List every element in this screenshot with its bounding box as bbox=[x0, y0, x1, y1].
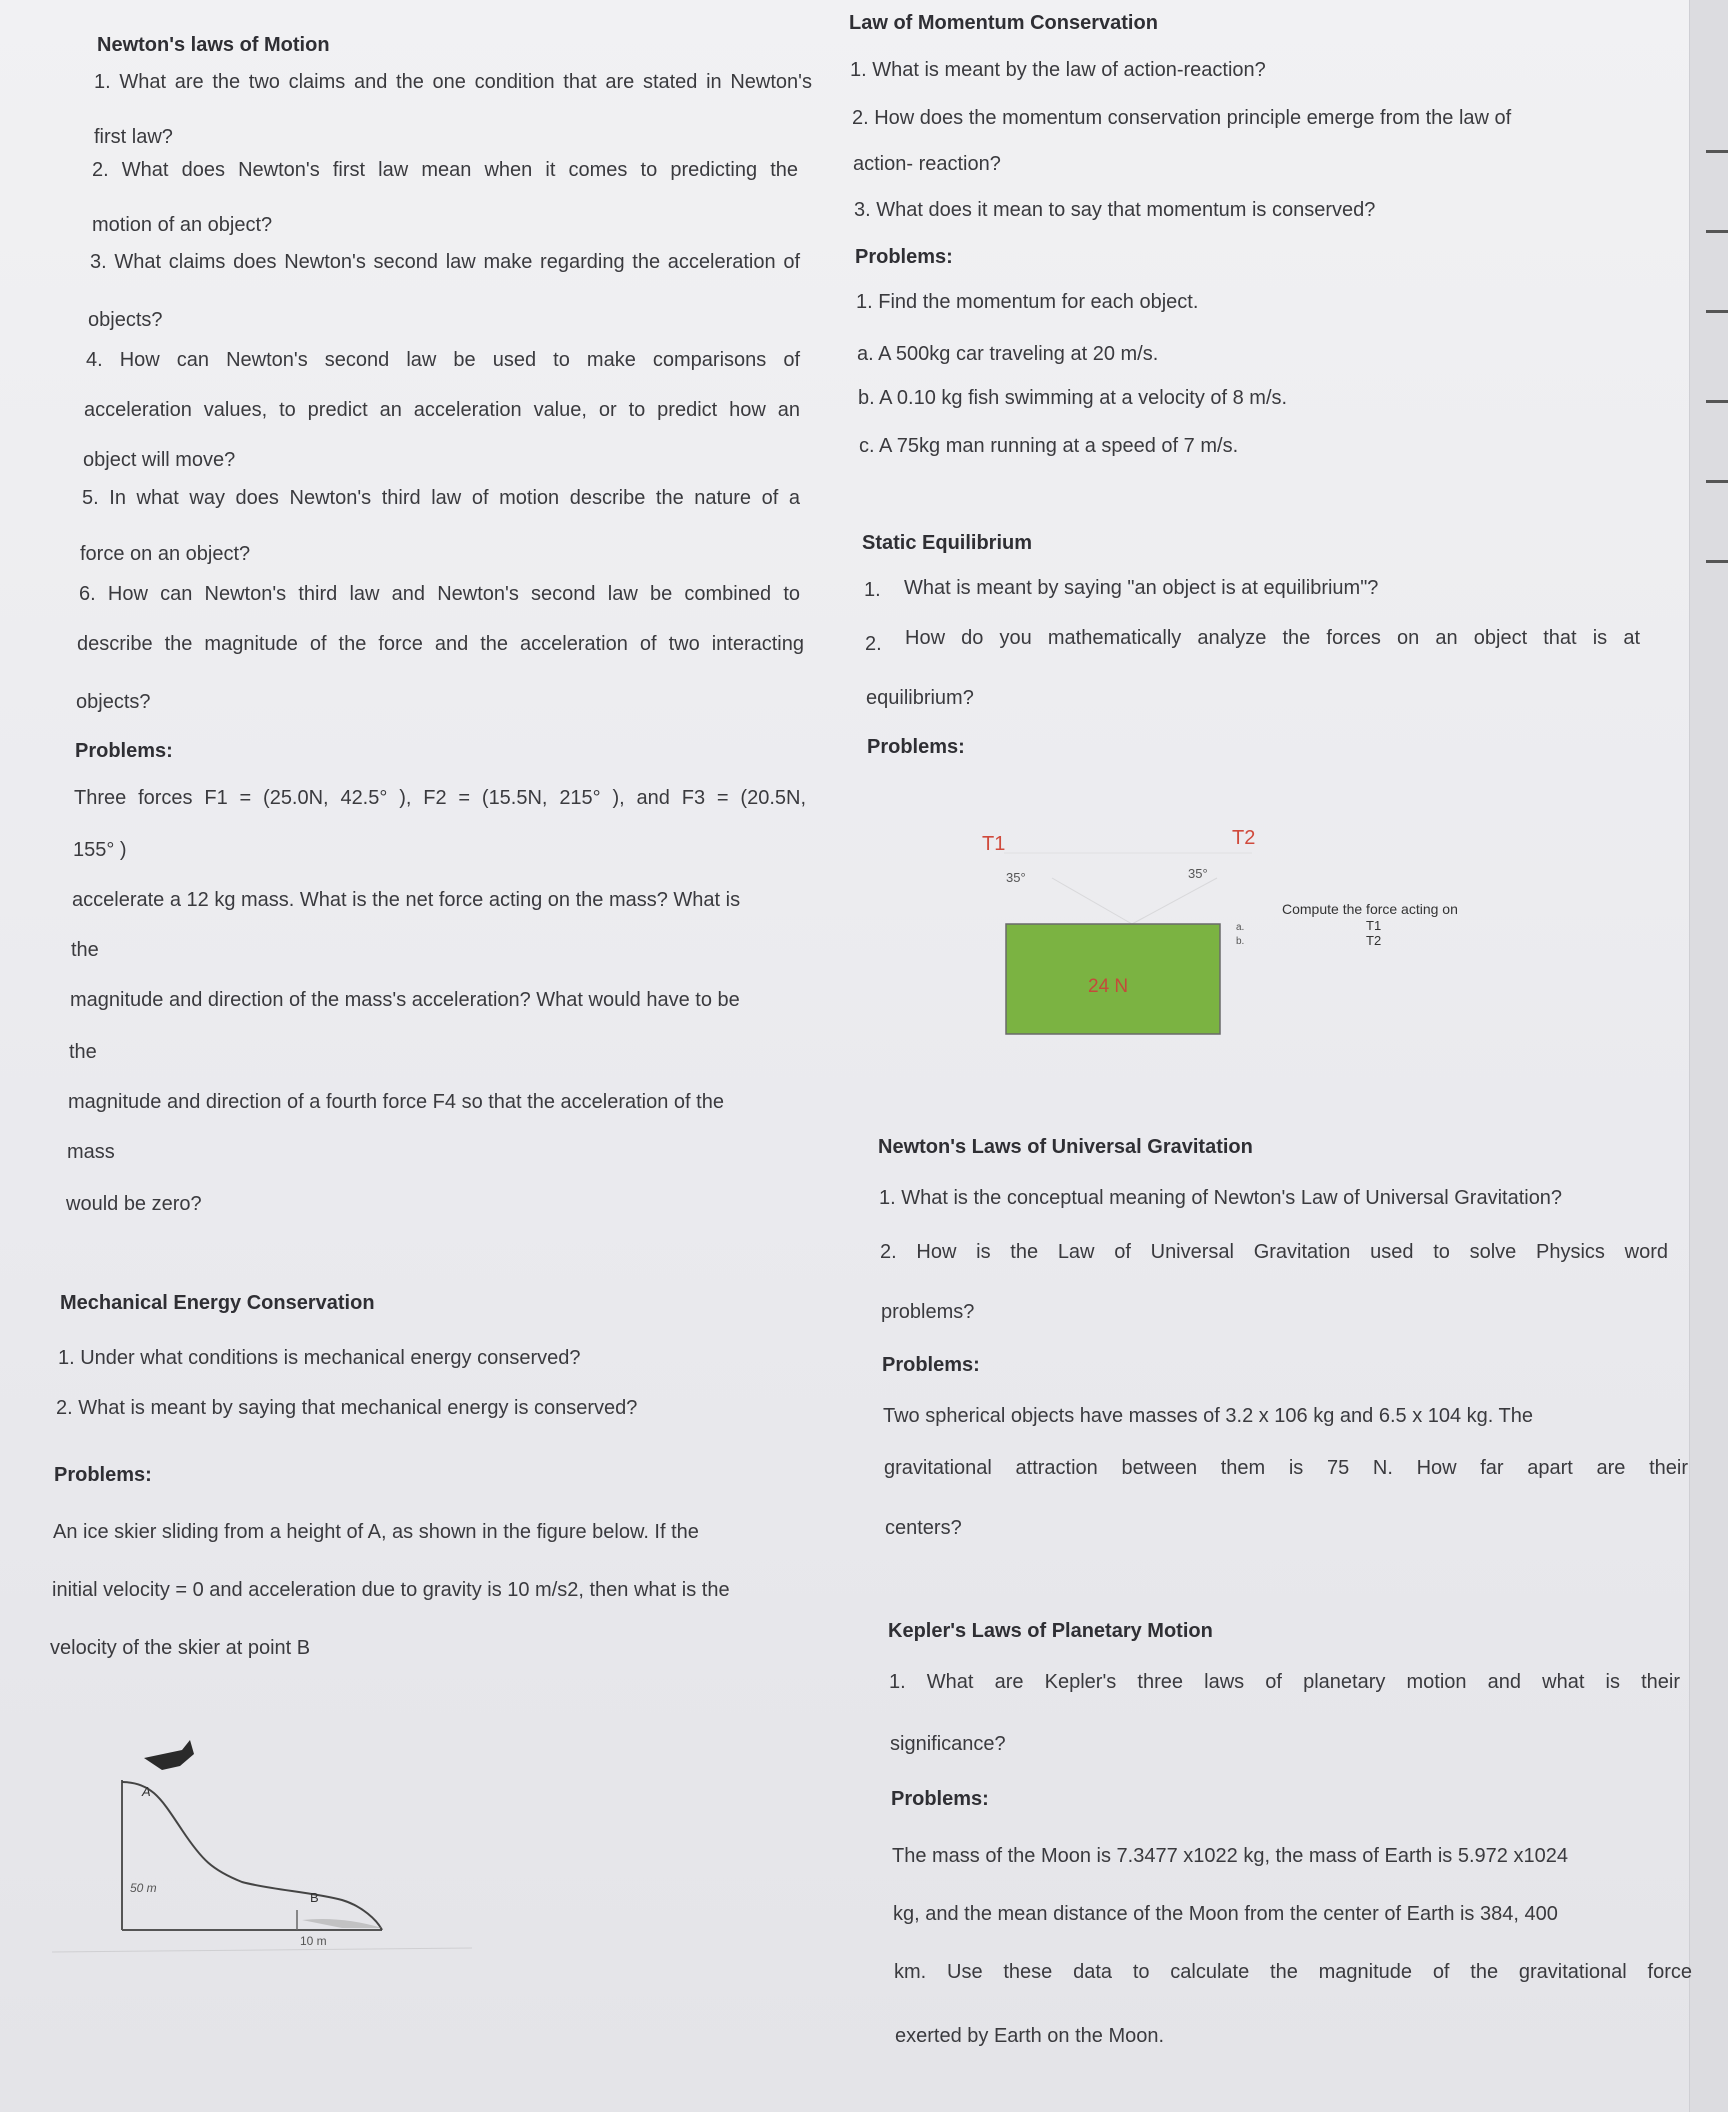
t2-label: T2 bbox=[1232, 827, 1256, 849]
snow-spray-icon bbox=[302, 1919, 382, 1928]
momentum-title: Law of Momentum Conservation bbox=[849, 12, 1158, 34]
next-page-edge bbox=[1689, 0, 1728, 2112]
momentum-q2-cont: action- reaction? bbox=[853, 153, 1001, 175]
newton-q2-cont: motion of an object? bbox=[92, 214, 273, 236]
newton-title: Newton's laws of Motion bbox=[97, 34, 330, 56]
equilibrium-figure bbox=[982, 818, 1552, 1048]
gravitation-q2: 2. How is the Law of Universal Gravitation used to solve Physics word bbox=[880, 1241, 1668, 1263]
newton-q4-cont2: object will move? bbox=[83, 449, 236, 471]
newton-q6-cont1: describe the magnitude of the force and the acceleration of two interacting bbox=[77, 633, 804, 655]
skier-icon bbox=[144, 1740, 194, 1770]
point-b-label: B bbox=[310, 1890, 319, 1905]
gravitation-problems-heading: Problems: bbox=[882, 1354, 980, 1376]
newton-problem-line3: accelerate a 12 kg mass. What is the net force acting on the mass? What is bbox=[72, 889, 741, 911]
energy-problem-line3: velocity of the skier at point B bbox=[50, 1637, 311, 1659]
gravitation-q1: 1. What is the conceptual meaning of Newton's Law of Universal Gravitation? bbox=[879, 1187, 1563, 1209]
option-a-marker: a. bbox=[1236, 922, 1245, 933]
energy-problem-line2: initial velocity = 0 and acceleration due to gravity is 10 m/s2, then what is the bbox=[52, 1579, 730, 1601]
energy-q2: 2. What is meant by saying that mechanical energy is conserved? bbox=[56, 1397, 638, 1419]
newton-problem-line5: magnitude and direction of the mass's acceleration? What would have to be bbox=[70, 989, 740, 1011]
newton-problem-line9: would be zero? bbox=[66, 1193, 202, 1215]
angle-right-label: 35° bbox=[1188, 866, 1208, 881]
equilibrium-q1: What is meant by saying "an object is at equilibrium"? bbox=[904, 577, 1379, 599]
kepler-q1-cont: significance? bbox=[890, 1733, 1006, 1755]
rope-t2 bbox=[1132, 878, 1217, 924]
newton-problem-line6: the bbox=[69, 1041, 97, 1063]
gravitation-title: Newton's Laws of Universal Gravitation bbox=[878, 1136, 1253, 1158]
compute-force-prompt: Compute the force acting on bbox=[1282, 901, 1458, 917]
kepler-title: Kepler's Laws of Planetary Motion bbox=[888, 1620, 1213, 1642]
equilibrium-q2-cont: equilibrium? bbox=[866, 687, 974, 709]
newton-q5-cont: force on an object? bbox=[80, 543, 251, 565]
newton-q1-cont: first law? bbox=[94, 126, 173, 148]
equilibrium-q1-number: 1. bbox=[864, 579, 881, 601]
t1-label: T1 bbox=[982, 833, 1006, 855]
newton-q6-cont2: objects? bbox=[76, 691, 151, 713]
newton-q3: 3. What claims does Newton's second law make regarding the acceleration of bbox=[90, 251, 800, 273]
gravitation-problem-line1: Two spherical objects have masses of 3.2 x 106 kg and 6.5 x 104 kg. The bbox=[883, 1405, 1534, 1427]
newton-q3-cont: objects? bbox=[88, 309, 163, 331]
newton-problem-line2: 155° ) bbox=[73, 839, 127, 861]
equilibrium-q2-number: 2. bbox=[865, 633, 882, 655]
momentum-problem-a: a. A 500kg car traveling at 20 m/s. bbox=[857, 343, 1159, 365]
height-b-label: 10 m bbox=[300, 1934, 327, 1948]
equilibrium-title: Static Equilibrium bbox=[862, 532, 1033, 554]
momentum-problem-intro: 1. Find the momentum for each object. bbox=[856, 291, 1199, 313]
angle-left-label: 35° bbox=[1006, 870, 1026, 885]
kepler-problems-heading: Problems: bbox=[891, 1788, 989, 1810]
kepler-problem-line1: The mass of the Moon is 7.3477 x1022 kg, the mass of Earth is 5.972 x1024 bbox=[892, 1845, 1568, 1867]
option-b-marker: b. bbox=[1236, 936, 1245, 947]
momentum-q2: 2. How does the momentum conservation principle emerge from the law of bbox=[852, 107, 1512, 129]
newton-problems-heading: Problems: bbox=[75, 740, 173, 762]
height-a-label: 50 m bbox=[130, 1881, 157, 1895]
energy-title: Mechanical Energy Conservation bbox=[60, 1292, 375, 1314]
gravitation-problem-line3: centers? bbox=[885, 1517, 962, 1539]
momentum-q3: 3. What does it mean to say that momentum is conserved? bbox=[854, 199, 1376, 221]
equilibrium-q2: How do you mathematically analyze the forces on an object that is at bbox=[905, 627, 1640, 649]
gravitation-problem-line2: gravitational attraction between them is 75 N. How far apart are their bbox=[884, 1457, 1688, 1479]
momentum-problem-b: b. A 0.10 kg fish swimming at a velocity of 8 m/s. bbox=[858, 387, 1288, 409]
kepler-q1: 1. What are Kepler's three laws of planetary motion and what is their bbox=[889, 1671, 1680, 1693]
momentum-problems-heading: Problems: bbox=[855, 246, 953, 268]
gravitation-q2-cont: problems? bbox=[881, 1301, 975, 1323]
momentum-problem-c: c. A 75kg man running at a speed of 7 m/s. bbox=[859, 435, 1239, 457]
newton-q2: 2. What does Newton's first law mean when it comes to predicting the bbox=[92, 159, 798, 181]
rope-t1 bbox=[1052, 878, 1132, 924]
newton-q4: 4. How can Newton's second law be used to make comparisons of bbox=[86, 349, 800, 371]
ski-slope-figure bbox=[92, 1730, 512, 1960]
energy-problems-heading: Problems: bbox=[54, 1464, 152, 1486]
slope-curve bbox=[122, 1782, 382, 1930]
equilibrium-problems-heading: Problems: bbox=[867, 736, 965, 758]
option-t1: T1 bbox=[1366, 918, 1382, 933]
newton-problem-line7: magnitude and direction of a fourth force F4 so that the acceleration of the bbox=[68, 1091, 724, 1113]
kepler-problem-line3: km. Use these data to calculate the magnitude of the gravitational force bbox=[894, 1961, 1692, 1983]
newton-q4-cont1: acceleration values, to predict an acceleration value, or to predict how an bbox=[84, 399, 800, 421]
figure-baseline bbox=[52, 1948, 472, 1952]
kepler-problem-line4: exerted by Earth on the Moon. bbox=[895, 2025, 1165, 2047]
newton-q6: 6. How can Newton's third law and Newton's second law be combined to bbox=[79, 583, 800, 605]
option-t2: T2 bbox=[1366, 933, 1382, 948]
energy-q1: 1. Under what conditions is mechanical energy conserved? bbox=[58, 1347, 581, 1369]
kepler-problem-line2: kg, and the mean distance of the Moon from the center of Earth is 384, 400 bbox=[893, 1903, 1558, 1925]
newton-q1: 1. What are the two claims and the one condition that are stated in Newton's bbox=[94, 71, 812, 93]
newton-q5: 5. In what way does Newton's third law of motion describe the nature of a bbox=[82, 487, 800, 509]
newton-problem-line8: mass bbox=[67, 1141, 115, 1163]
energy-problem-line1: An ice skier sliding from a height of A, as shown in the figure below. If the bbox=[53, 1521, 699, 1543]
momentum-q1: 1. What is meant by the law of action-reaction? bbox=[850, 59, 1266, 81]
block-weight-label: 24 N bbox=[1088, 976, 1129, 997]
point-a-label: A bbox=[142, 1784, 151, 1799]
newton-problem-line4: the bbox=[71, 939, 99, 961]
newton-problem-line1: Three forces F1 = (25.0N, 42.5° ), F2 = (15.5N, 215° ), and F3 = (20.5N, bbox=[74, 787, 806, 809]
